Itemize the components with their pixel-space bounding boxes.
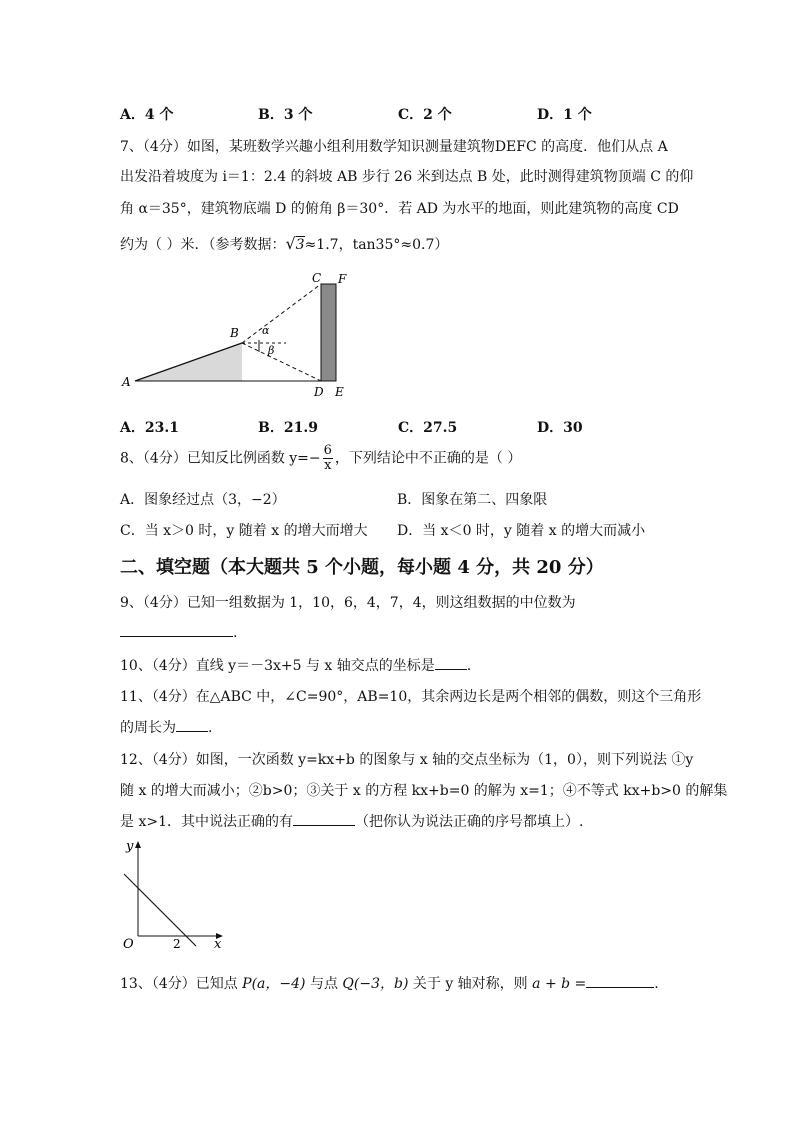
q13-mid: 与点 [305,976,343,992]
graph-label-y: y [126,839,134,854]
q13-line [120,973,659,993]
q13-blank [586,973,654,988]
q11-text: 的周长为 [120,720,176,736]
q13-mid2: 关于 y 轴对称，则 [408,976,533,992]
q9-answer-line [120,622,237,641]
graph-label-origin: O [123,937,134,952]
q7-reference-lead: 约为（ ）米．（参考数据： [120,237,286,253]
q8-stem [120,444,521,473]
q13-point-q: Q(−3，b) [342,976,409,992]
graph-tick-2: 2 [173,937,181,951]
q13-expression: a + b = [532,976,587,992]
q13-point-p: P(a，−4) [242,976,306,992]
q12-graph [116,836,228,952]
sqrt-symbol: √ [285,234,296,253]
figure-label-f: F [338,272,347,286]
q12-blank [293,811,355,826]
q6-option-b: B．3 个 [258,107,313,123]
q7-line-2: 出发沿着坡度为 i＝1：2.4 的斜坡 AB 步行 26 米到达点 B 处，此时测得建筑物顶端 C 的仰 [120,169,694,185]
q13-end: . [654,976,659,992]
figure-label-alpha: α [262,324,270,337]
q10-blank [435,655,467,670]
q9-text: 9、（4分）已知一组数据为 1，10，6，4，7，4，则这组数据的中位数为 [120,595,576,611]
q7-figure [118,270,358,402]
q10-end: . [466,658,472,674]
q7-option-b: B．21.9 [258,420,318,436]
q12-line-2: 随 x 的增大而减小；②b>0；③关于 x 的方程 kx+b=0 的解为 x=1；④不等式 kx+b>0 的解集 [120,783,728,799]
q7-option-c: C．27.5 [398,420,458,436]
q12-line-3 [120,811,583,831]
q9-blank [120,622,233,637]
q10-text: 10、（4分）直线 y＝－3x+5 与 x 轴交点的坐标是 [120,658,435,674]
q6-option-a: A．4 个 [120,107,174,123]
y-axis-arrow [135,841,141,848]
section-2-title: 二、填空题（本大题共 5 个小题，每小题 4 分，共 20 分） [120,557,604,578]
q8-fraction-den: x [324,458,332,473]
q8-option-a: A．图象经过点（3，−2） [120,492,286,508]
q8-option-c: C．当 x＞0 时，y 随着 x 的增大而增大 [120,523,368,539]
q11-line-1: 11、（4分）在△ABC 中，∠C=90°，AB=10，其余两边长是两个相邻的偶数，则这个三角形 [120,689,702,705]
q7-line-3: 角 α＝35°，建筑物底端 D 的俯角 β＝30°．若 AD 为水平的地面，则此建筑物的高度 CD [120,201,679,217]
figure-label-d: D [314,385,324,399]
function-line [124,874,196,946]
q11-end: . [208,720,213,736]
sight-line-bd [242,343,321,381]
q8-option-b: B．图象在第二、四象限 [397,492,548,508]
q12-line-3-post: （把你认为说法正确的序号都填上）. [354,814,584,830]
q12-line-1: 12、（4分）如图，一次函数 y=kx+b 的图象与 x 轴的交点坐标为（1，0），则下列说法 ①y [120,752,694,768]
sight-line-bc [242,284,321,343]
figure-label-b: B [230,326,239,340]
sqrt-radicand: 3 [295,237,305,253]
figure-label-beta: β [268,344,275,357]
q12-line-3-pre: 是 x>1．其中说法正确的有 [120,814,293,830]
figure-label-a: A [122,375,131,389]
q8-option-d: D．当 x＜0 时，y 随着 x 的增大而减小 [397,523,646,539]
q9-end: . [233,625,238,641]
q11-blank [176,717,208,732]
q7-option-d: D．30 [537,420,583,436]
q7-line-1: 7、（4分）如图，某班数学兴趣小组利用数学知识测量建筑物DEFC 的高度．他们从点 A [120,139,668,155]
q7-line-4 [120,234,448,254]
q7-reference-tail: ≈1.7，tan35°≈0.7） [304,237,449,253]
graph-label-x: x [214,937,222,952]
q10-line [120,655,471,675]
q8-prefix: 8、（4分）已知反比例函数 y=− [120,450,321,467]
q6-option-d: D．1 个 [537,107,592,123]
q8-fraction-num: 6 [323,443,332,458]
figure-label-c: C [312,271,322,285]
q8-suffix: ，下列结论中不正确的是（ ） [334,450,522,467]
q8-fraction [323,444,333,473]
q11-line-2 [120,717,212,737]
q6-option-c: C．2 个 [398,107,452,123]
q7-option-a: A．23.1 [120,420,179,436]
figure-label-e: E [335,385,344,399]
q13-prefix: 13、（4分）已知点 [120,976,243,992]
building-defc [321,284,336,381]
